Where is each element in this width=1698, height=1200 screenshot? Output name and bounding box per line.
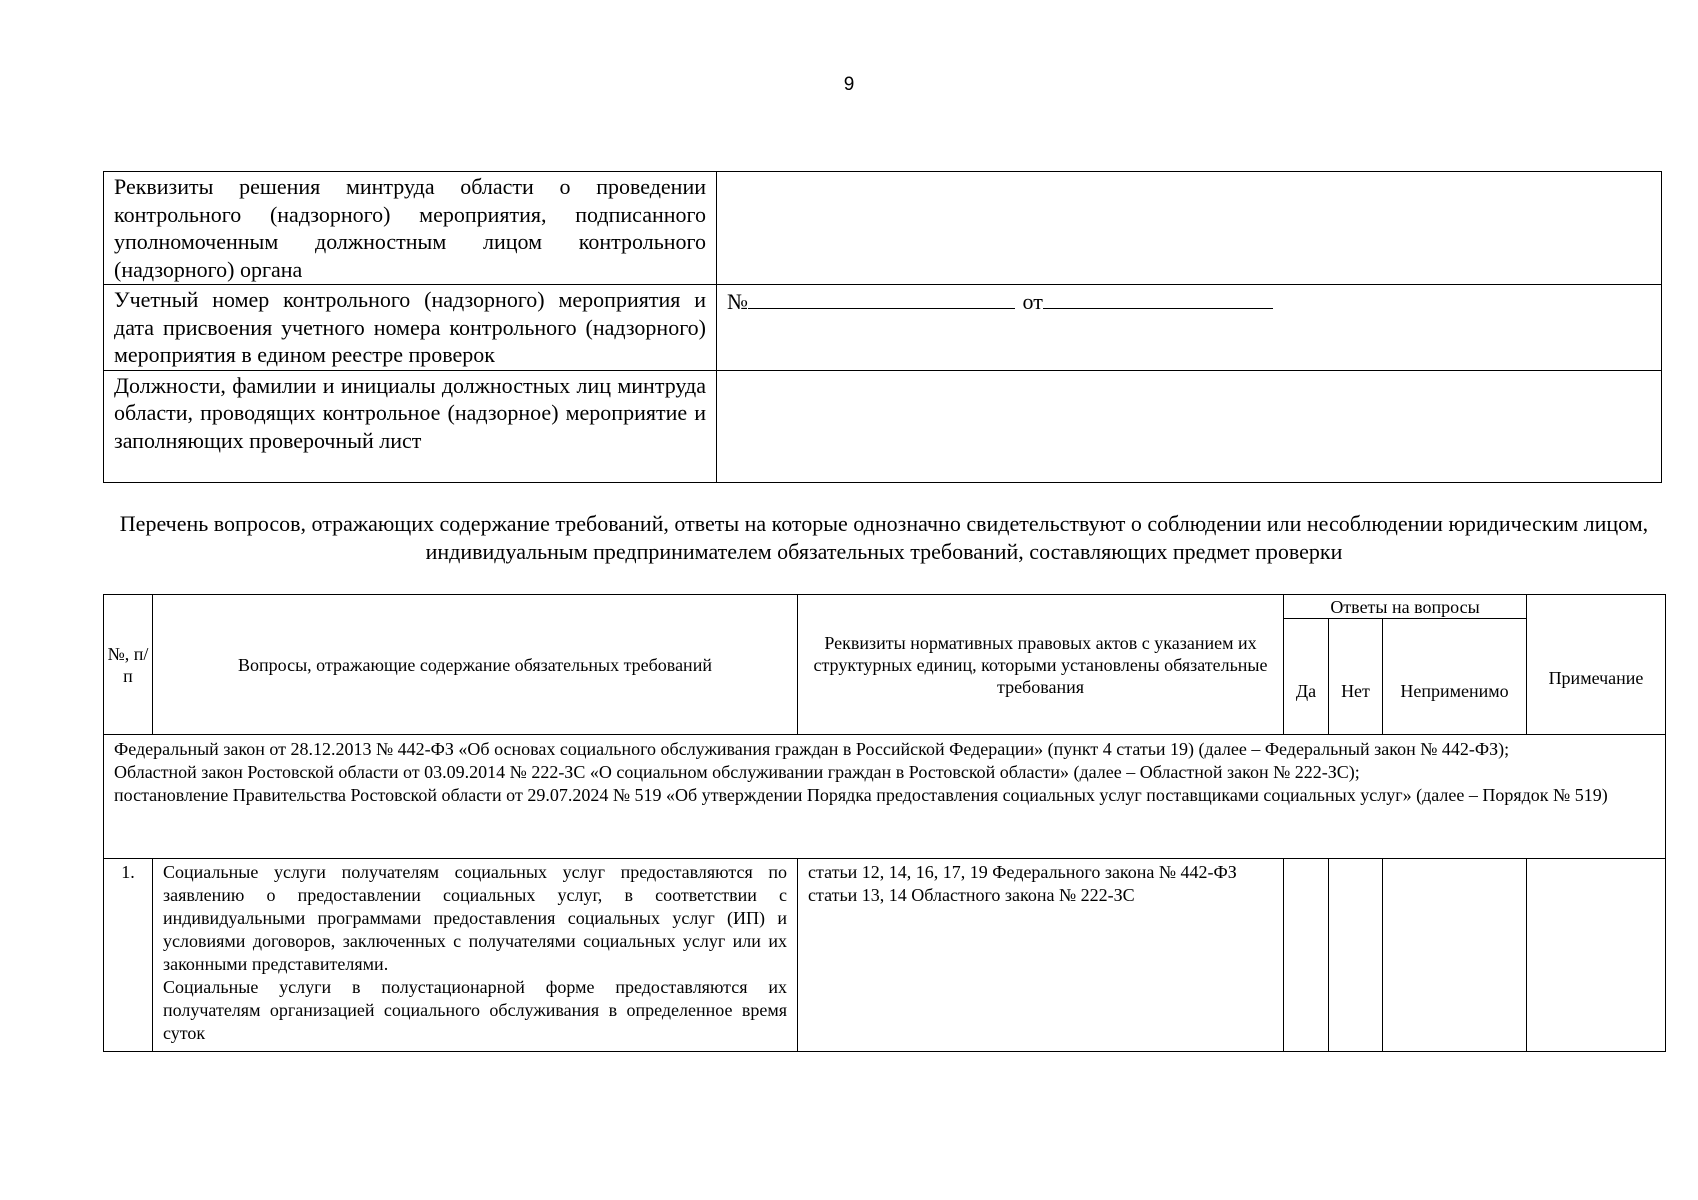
header-requisites: Реквизиты нормативных правовых актов с указанием их структурных единиц, которыми установлены обязательные требования — [798, 595, 1284, 735]
requisites-number-label: Учетный номер контрольного (надзорного) мероприятия и дата присвоения учетного номера контрольного (надзорного) мероприятия в едином реестре проверок — [104, 285, 717, 371]
requisites-row — [104, 370, 1662, 482]
requisites-officials-label: Должности, фамилии и инициалы должностных лиц минтруда области, проводящих контрольное (надзорное) мероприятие и заполняющих проверочный лист — [104, 370, 717, 482]
law-line: Федеральный закон от 28.12.2013 № 442-ФЗ «Об основах социального обслуживания граждан в Российской Федерации» (пункт 4 статьи 19) (далее – Федеральный закон № 442-ФЗ); — [114, 739, 1510, 759]
law-references — [104, 735, 1666, 859]
requisites-paragraph: статьи 13, 14 Областного закона № 222-ЗС — [808, 885, 1135, 905]
page-number: 9 — [843, 74, 855, 95]
header-question: Вопросы, отражающие содержание обязательных требований — [153, 595, 798, 735]
number-blank-line — [748, 286, 1015, 309]
requisites-table — [103, 171, 1662, 483]
law-line: постановление Правительства Ростовской области от 29.07.2024 № 519 «Об утверждении Порядка предоставления социальных услуг поставщиками социальных услуг» (далее – Порядок № 519) — [114, 785, 1608, 805]
requisites-row — [104, 172, 1662, 285]
table-row — [104, 859, 1666, 1052]
requisites-decision-value — [717, 172, 1662, 285]
row-requisites — [798, 859, 1284, 1052]
row-answer-yes[interactable] — [1284, 859, 1329, 1052]
requisites-row — [104, 285, 1662, 371]
questions-table — [103, 594, 1666, 1052]
row-note[interactable] — [1527, 859, 1666, 1052]
list-heading: Перечень вопросов, отражающих содержание требований, ответы на которые однозначно свидетельствуют о соблюдении или несоблюдении юридическим лицом, индивидуальным предпринимателем обязательных требований, составляющих предмет проверки — [119, 511, 1649, 564]
row-answer-na[interactable] — [1383, 859, 1527, 1052]
header-no: Нет — [1329, 619, 1383, 735]
date-prefix: от — [1022, 289, 1043, 314]
header-note: Примечание — [1527, 595, 1666, 735]
date-blank-line — [1043, 286, 1273, 309]
header-row — [104, 595, 1666, 619]
row-question — [153, 859, 798, 1052]
header-answers-group: Ответы на вопросы — [1284, 595, 1527, 619]
requisites-decision-label: Реквизиты решения минтруда области о проведении контрольного (надзорного) мероприятия, подписанного уполномоченным должностным лицом контрольного (надзорного) органа — [104, 172, 717, 285]
row-num: 1. — [104, 859, 153, 1052]
header-na: Неприменимо — [1383, 619, 1527, 735]
requisites-paragraph: статьи 12, 14, 16, 17, 19 Федерального закона № 442-ФЗ — [808, 862, 1237, 882]
row-answer-no[interactable] — [1329, 859, 1383, 1052]
header-yes: Да — [1284, 619, 1329, 735]
requisites-number-value — [717, 285, 1662, 371]
number-prefix: № — [727, 289, 748, 314]
question-paragraph: Социальные услуги получателям социальных услуг предоставляются по заявлению о предоставлении социальных услуг, в соответствии с индивидуальными программами предоставления социальных услуг (ИП) и условиями договоров, заключенных с получателями социальных услуг или их законными представителями. — [163, 862, 787, 974]
law-line: Областной закон Ростовской области от 03.09.2014 № 222-ЗС «О социальном обслуживании граждан в Ростовской области» (далее – Областной закон № 222-ЗС); — [114, 762, 1360, 782]
header-num: №, п/п — [104, 595, 153, 735]
law-references-row — [104, 735, 1666, 859]
requisites-officials-value — [717, 370, 1662, 482]
question-paragraph: Социальные услуги в полустационарной форме предоставляются их получателям организацией социального обслуживания в определенное время суток — [163, 977, 787, 1043]
